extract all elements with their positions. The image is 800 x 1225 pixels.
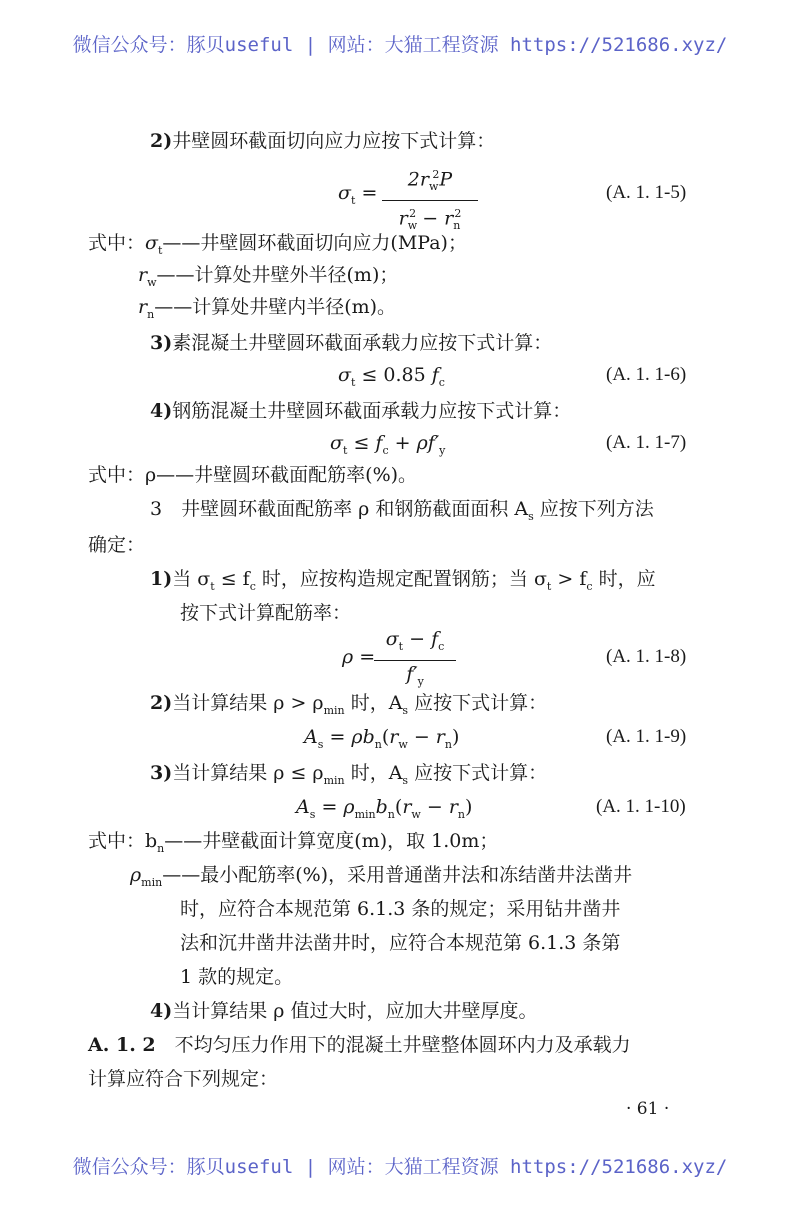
section-a12-line2: 计算应符合下列规定：: [88, 1068, 279, 1090]
rhomin-line3: 法和沉井凿井法凿井时，应符合本规范第 6.1.3 条第: [180, 932, 621, 954]
para3-line2: 确定：: [88, 534, 146, 556]
eq5-lhs: $\sigma_t$ =: [338, 182, 378, 207]
item4-title: 4)钢筋混凝土井壁圆环截面承载力应按下式计算：: [150, 400, 572, 422]
rhomin-line4: 1 款的规定。: [180, 966, 294, 988]
eq9-formula: $A_s = \rho b_n(r_w - r_n)$: [304, 726, 460, 751]
p33-line: 3)当计算结果 $\rho \le \rho_{min}$ 时，$A_s$ 应按下式计算：: [150, 762, 548, 787]
eq8-lhs: ρ =: [342, 646, 376, 668]
eq7-label: (A. 1. 1-7): [606, 432, 687, 453]
rhomin-line2: 时，应符合本规范第 6.1.3 条的规定；采用钻井凿井: [180, 898, 621, 920]
where1-rw: $r_w——$计算处井壁外半径(m)；: [138, 264, 399, 289]
eq8-label: (A. 1. 1-8): [606, 646, 687, 667]
p32-line: 2)当计算结果 $\rho > \rho_{min}$ 时，$A_s$ 应按下式计算：: [150, 692, 548, 717]
where2-rho: 式中：ρ——井壁圆环截面配筋率(%)。: [88, 464, 418, 486]
eq8-fraction: $\frac{\sigma_t - f_c}{f'_y}$: [374, 627, 456, 694]
para3-line1: 3 井壁圆环截面配筋率 ρ 和钢筋截面面积 $A_s$ 应按下列方法: [150, 498, 654, 523]
eq9-label: (A. 1. 1-9): [606, 726, 687, 747]
eq6-label: (A. 1. 1-6): [606, 364, 687, 385]
p34-line: 4)当计算结果 ρ 值过大时，应加大井壁厚度。: [150, 1000, 538, 1022]
eq7-formula: $\sigma_t \le f_c + \rho f'_y$: [330, 432, 446, 457]
eq5-fraction: $\frac{2r_w^2P}{r_w^2 - r_n^2}$: [382, 163, 478, 238]
eq10-label: (A. 1. 1-10): [596, 796, 686, 817]
where1-rn: $r_n——$计算处井壁内半径(m)。: [138, 296, 397, 321]
eq6-formula: $\sigma_t \le 0.85$ $f_c$: [338, 364, 445, 389]
where3-bn: 式中：$b_n——$井壁截面计算宽度(m)，取 1.0m；: [88, 830, 499, 855]
eq5-label: (A. 1. 1-5): [606, 182, 687, 203]
watermark-top: 微信公众号：豚贝useful | 网站：大猫工程资源 https://521686.xyz/: [72, 34, 728, 56]
rhomin-line1: $\rho_{min}——$最小配筋率(%)，采用普通凿井法和冻结凿井法凿井: [130, 864, 633, 889]
eq10-formula: $A_s = \rho_{min}b_n(r_w - r_n)$: [296, 796, 473, 821]
watermark-bottom: 微信公众号：豚贝useful | 网站：大猫工程资源 https://521686.xyz/: [72, 1156, 728, 1178]
item3-title: 3)素混凝土井壁圆环截面承载力应按下式计算：: [150, 332, 553, 354]
page-number: · 61 ·: [626, 1099, 670, 1119]
p31-line2: 按下式计算配筋率：: [180, 602, 352, 624]
p31-line1: 1)当 $\sigma_t \le f_c$ 时，应按构造规定配置钢筋；当 $\sigma_t > f_c$ 时，应: [150, 568, 656, 593]
section-a12-line1: A. 1. 2 不均匀压力作用下的混凝土井壁整体圆环内力及承载力: [88, 1034, 631, 1056]
where1-sigma: 式中：$\sigma_t——$井壁圆环截面切向应力(MPa)；: [88, 232, 467, 257]
item2-title: 2)井壁圆环截面切向应力应按下式计算：: [150, 130, 496, 152]
